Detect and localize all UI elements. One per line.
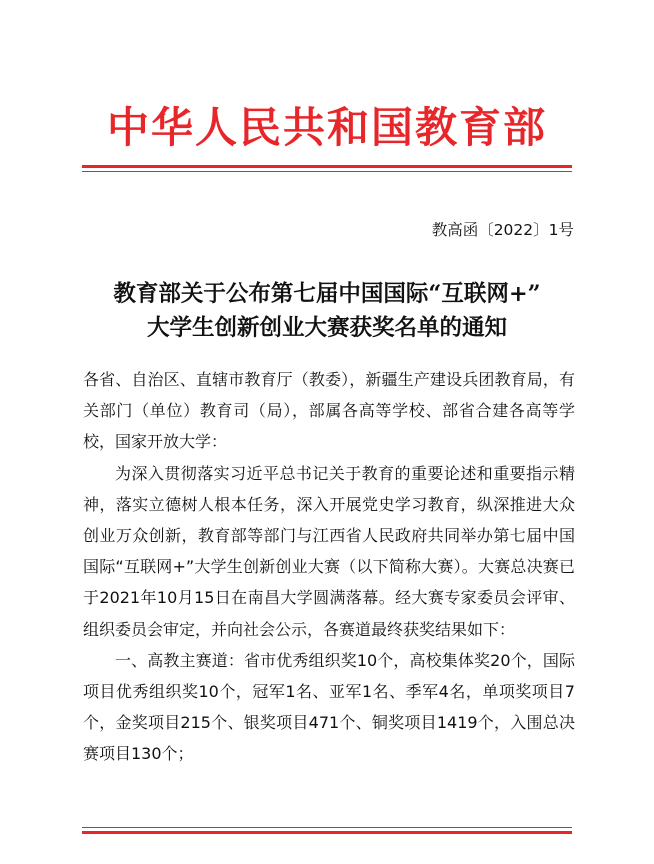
body-paragraph-2: 一、高教主赛道：省市优秀组织奖10个，高校集体奖20个，国际项目优秀组织奖10个，冠军1名、亚军1名、季军4名，单项奖项目7个，金奖项目215个、银奖项目471个、铜奖项目1419个，入围总决赛项目130个； (83, 650, 575, 764)
masthead-rule-thin (82, 171, 572, 172)
masthead-rule-thick (82, 165, 572, 168)
body-paragraph-1: 为深入贯彻落实习近平总书记关于教育的重要论述和重要指示精神，落实立德树人根本任务，深入开展党史学习教育，纵深推进大众创业万众创新，教育部等部门与江西省人民政府共同举办第七届中国国际“互联网+”大学生创新创业大赛（以下简称大赛）。大赛总决赛已于2021年10月15日在南昌大学圆满落幕。经大赛专家委员会评审、组织委员会审定，并向社会公示，各赛道最终获奖结果如下： (83, 463, 575, 639)
document-number: 教高函〔2022〕1号 (431, 221, 574, 239)
masthead-title: 中华人民共和国教育部 (106, 103, 547, 152)
notice-body (83, 364, 575, 770)
footer-rule-thick (82, 831, 572, 834)
notice-title-line-1: 教育部关于公布第七届中国国际“互联网+” (113, 281, 541, 307)
salutation: 各省、自治区、直辖市教育厅（教委），新疆生产建设兵团教育局，有关部门（单位）教育司（局），部属各高等学校、部省合建各高等学校，国家开放大学： (83, 370, 575, 452)
footer-rule-thin (82, 827, 572, 828)
notice-title-line-2: 大学生创新创业大赛获奖名单的通知 (146, 315, 507, 341)
